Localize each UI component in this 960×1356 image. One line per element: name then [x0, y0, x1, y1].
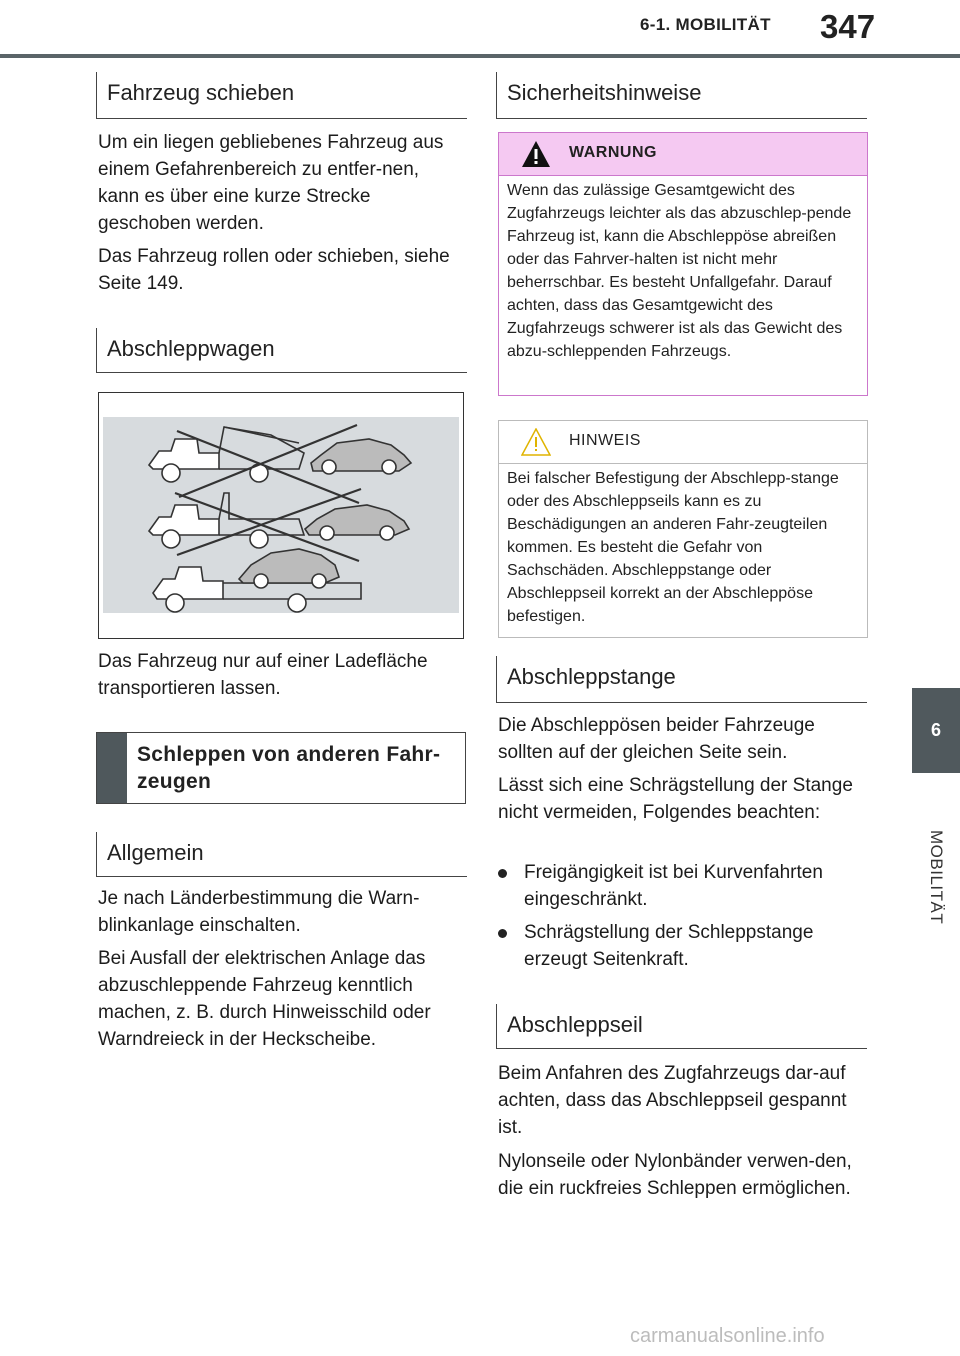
paragraph: Um ein liegen gebliebenes Fahrzeug aus einem Gefahrenbereich zu entfer-nen, kann es über eine kurze Strecke geschoben werden.: [98, 132, 444, 234]
bullet-dot-icon: [498, 869, 507, 878]
paragraph: Die Abschleppösen beider Fahrzeuge sollten auf der gleichen Seite sein.: [498, 715, 815, 763]
section-heading-bar: [496, 656, 867, 703]
bullet-text: Freigängigkeit ist bei Kurvenfahrten eingeschränkt.: [524, 862, 823, 910]
bullet-dot-icon: [498, 929, 507, 938]
section-title: Abschleppwagen: [107, 336, 275, 361]
section-heading-safety: [496, 72, 867, 119]
header-rule: [0, 54, 960, 58]
note-box: [498, 420, 868, 638]
tow-trucks-image: [99, 393, 465, 640]
warning-triangle-icon: [521, 140, 551, 168]
note-label: HINWEIS: [569, 432, 641, 449]
section-header: 6-1. MOBILITÄT: [640, 15, 771, 34]
chapter-subheading: [96, 732, 466, 804]
section-heading-rope: [496, 1004, 867, 1049]
chapter-label: MOBILITÄT: [927, 830, 946, 925]
heading-accent-bar: [97, 733, 127, 803]
paragraph: Bei Ausfall der elektrischen Anlage das abzuschleppende Fahrzeug kenntlich machen, z. B. durch Hinweisschild oder Warndreieck in der Heckscheibe.: [98, 948, 431, 1050]
tow-truck-illustration: [98, 392, 464, 639]
bullet-text: Schrägstellung der Schleppstange erzeugt Seitenkraft.: [524, 922, 814, 970]
paragraph: Je nach Länderbestimmung die Warn-blinkanlage einschalten.: [98, 888, 420, 936]
page-number: 347: [820, 8, 876, 45]
paragraph: Beim Anfahren des Zugfahrzeugs dar-auf achten, dass das Abschleppseil gespannt ist.: [498, 1063, 847, 1138]
paragraph: Nylonseile oder Nylonbänder verwen-den, die ein ruckfreies Schleppen ermöglichen.: [498, 1151, 852, 1199]
paragraph: Das Fahrzeug rollen oder schieben, siehe Seite 149.: [98, 246, 450, 294]
section-heading-push: [96, 72, 467, 119]
note-header: [499, 421, 867, 464]
note-text: Bei falscher Befestigung der Abschlepp-stange oder des Abschleppseils kann es zu Beschädigungen an anderen Fahr-zeugteilen kommen. Es besteht die Gefahr von Sachschäden. Abschleppstange oder Abschleppseil korrekt an der Abschleppöse befestigen.: [507, 470, 839, 625]
section-title: Abschleppseil: [507, 1012, 643, 1037]
figure-caption: Das Fahrzeug nur auf einer Ladefläche transportieren lassen.: [98, 651, 428, 699]
subheading-title: Schleppen von anderen Fahr-zeugen: [137, 743, 441, 793]
watermark: carmanualsonline.info: [630, 1325, 825, 1347]
section-title: Sicherheitshinweise: [507, 80, 702, 105]
section-heading-wagon: [96, 328, 467, 373]
paragraph: Lässt sich eine Schrägstellung der Stange nicht vermeiden, Folgendes beachten:: [498, 775, 853, 823]
section-title: Fahrzeug schieben: [107, 80, 295, 105]
caution-triangle-icon: [521, 428, 551, 456]
warning-text: Wenn das zulässige Gesamtgewicht des Zugfahrzeugs leichter als das abzuschlep-pende Fahrzeug ist, kann die Abschleppöse abreißen oder das Fahrver-halten ist nicht mehr beherrschbar. Es besteht Unfallgefahr. Darauf achten, dass das Gesamtgewicht des Zugfahrzeugs schwerer ist als das Gewicht des abzu-schleppenden Fahrzeugs.: [507, 182, 852, 360]
chapter-tab: 6: [912, 688, 960, 773]
warning-header: [499, 133, 867, 176]
section-heading-general: [96, 832, 467, 877]
section-title: Abschleppstange: [507, 664, 676, 689]
warning-box: [498, 132, 868, 396]
warning-label: WARNUNG: [569, 144, 657, 161]
section-title: Allgemein: [107, 840, 204, 865]
